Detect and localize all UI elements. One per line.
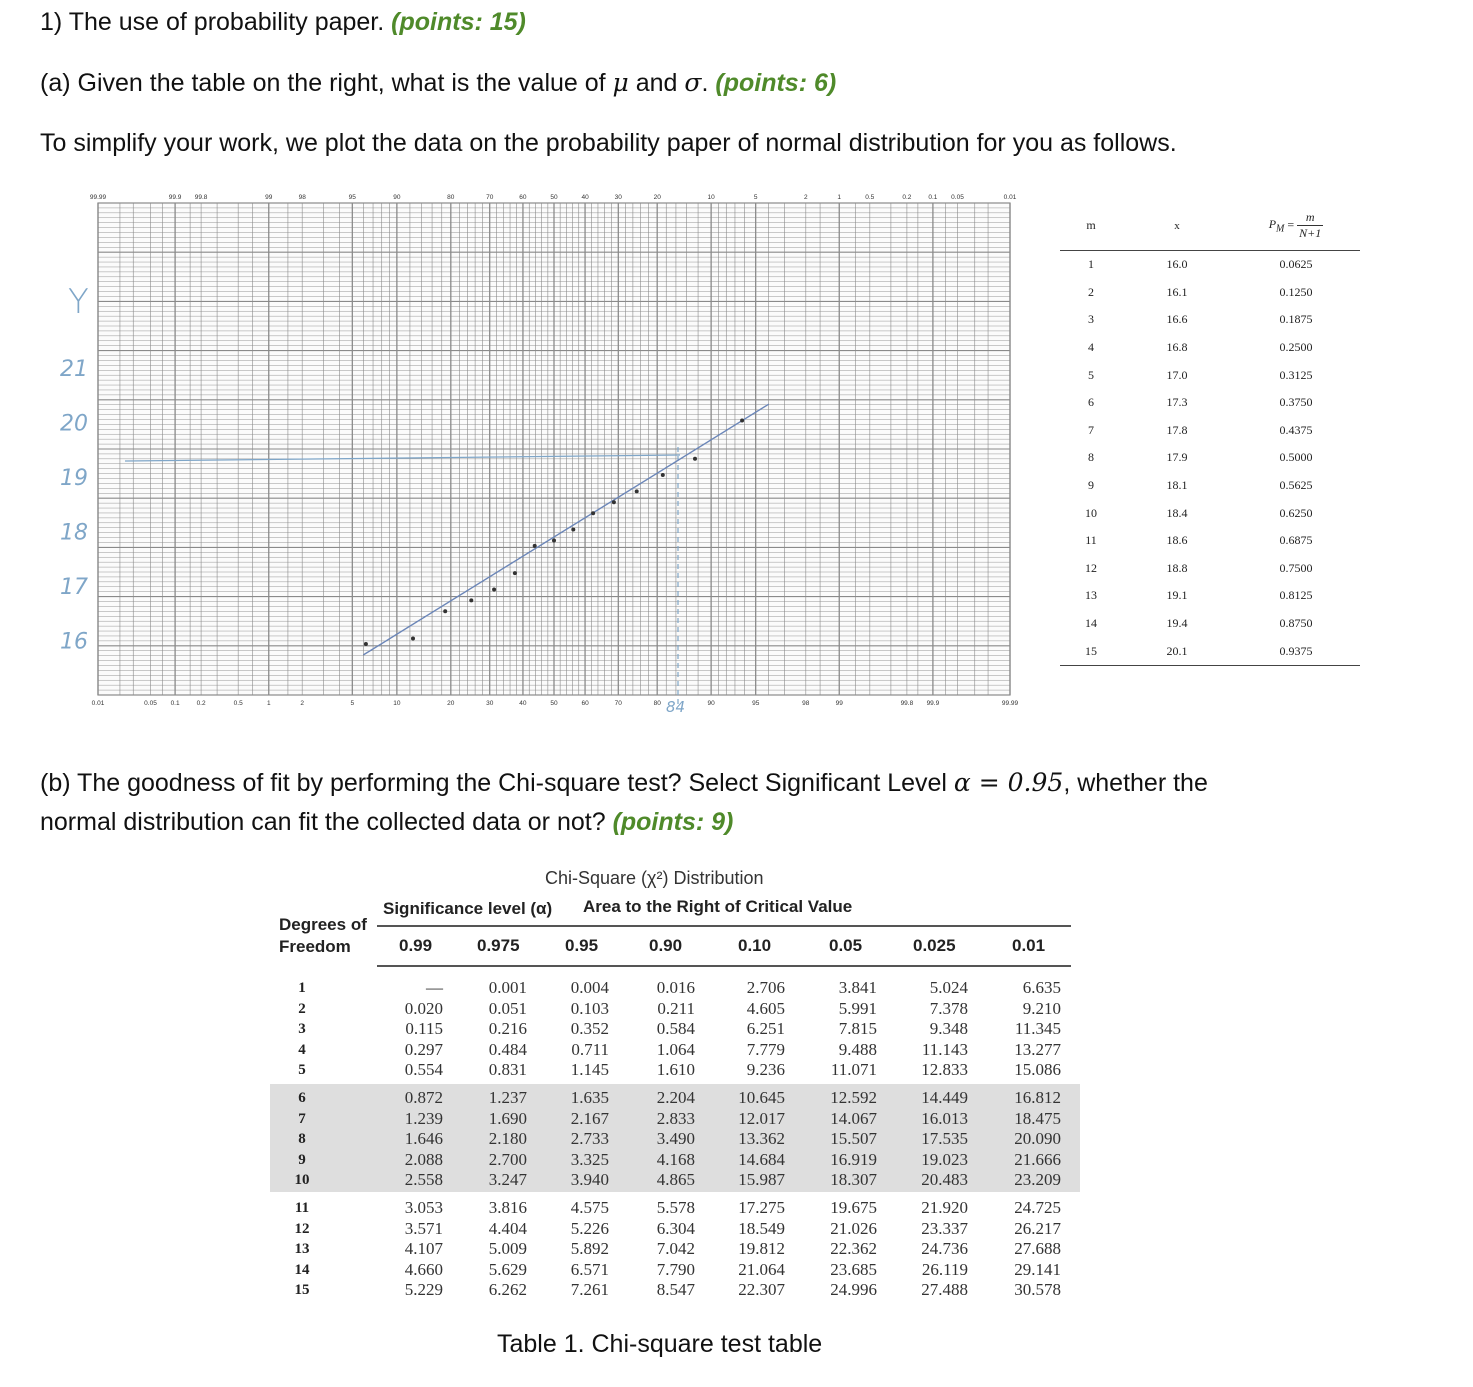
cell-x: 18.4: [1166, 505, 1188, 520]
simplify-text: To simplify your work, we plot the data on the probability paper of normal distribution for you as follows.: [40, 129, 1177, 157]
dof-value: 5: [298, 1062, 306, 1078]
cell-x: 19.4: [1166, 616, 1188, 631]
critical-value: 30.578: [1014, 1280, 1061, 1299]
critical-value: 23.209: [1014, 1170, 1061, 1189]
top-scale-label: 0.1: [928, 194, 938, 201]
bottom-scale-label: 0.01: [91, 700, 105, 707]
critical-value: 1.610: [656, 1060, 695, 1079]
critical-value: 1.145: [570, 1060, 609, 1079]
cell-p: 0.6250: [1279, 505, 1313, 520]
cell-x: 16.0: [1166, 257, 1188, 272]
data-point: [443, 609, 447, 613]
critical-value: 4.404: [488, 1218, 527, 1238]
area-label: Area to the Right of Critical Value: [583, 897, 853, 916]
critical-value: 0.554: [404, 1060, 443, 1079]
bottom-scale-label: 99.99: [1001, 700, 1019, 707]
critical-value: 14.449: [921, 1088, 968, 1107]
table-row: [1060, 334, 1360, 362]
critical-value: 0.020: [404, 998, 443, 1018]
significance-level-header: 0.99: [399, 936, 433, 955]
critical-value: 0.216: [488, 1019, 527, 1038]
probability-paper-plot: [50, 185, 1030, 720]
top-scale-label: 99: [265, 194, 273, 201]
cell-p: 0.1875: [1279, 312, 1313, 327]
bottom-scale-label: 40: [519, 700, 527, 707]
data-point: [693, 457, 697, 461]
critical-value: 2.833: [656, 1108, 695, 1128]
critical-value: 2.706: [746, 978, 785, 997]
table-row: [1060, 389, 1360, 417]
critical-value: 15.086: [1014, 1060, 1061, 1079]
significance-level-header: 0.975: [477, 936, 520, 955]
header-p: $P_M$ = $\frac{m}{N+1}$: [1232, 200, 1360, 251]
dof-value: 1: [298, 980, 306, 996]
bottom-scale-label: 1: [266, 700, 271, 707]
header-x: x: [1122, 200, 1232, 251]
critical-value: —: [426, 978, 443, 997]
critical-value: 22.362: [830, 1239, 877, 1258]
cell-p: 0.5000: [1279, 450, 1313, 465]
top-scale-label: 99.8: [194, 194, 208, 201]
question-title: 1) The use of probability paper. (points: 15): [40, 8, 526, 36]
cell-x: 16.6: [1166, 312, 1188, 327]
data-point: [469, 598, 473, 602]
dof-value: 4: [298, 1041, 306, 1058]
critical-value: 2.558: [404, 1170, 443, 1189]
cell-p: 0.4375: [1279, 422, 1313, 437]
y-axis-value-label: 17: [60, 575, 88, 600]
critical-value: 4.107: [404, 1239, 443, 1258]
critical-value: 1.635: [570, 1088, 609, 1107]
data-point: [552, 539, 556, 543]
cell-p: 0.3125: [1279, 367, 1313, 382]
table-row: [1060, 279, 1360, 307]
critical-value: 4.575: [570, 1198, 609, 1217]
top-scale-label: 80: [447, 194, 455, 201]
critical-value: 13.277: [1014, 1039, 1061, 1059]
critical-value: 26.119: [921, 1259, 968, 1279]
y-axis-letter: Y: [68, 282, 89, 322]
bottom-scale-label: 5: [350, 700, 355, 707]
points-badge: (points: 15): [391, 8, 526, 36]
critical-value: 27.688: [1014, 1239, 1061, 1258]
top-scale-label: 99.99: [89, 194, 107, 201]
critical-value: 3.816: [488, 1198, 527, 1217]
dof-value: 8: [298, 1131, 306, 1147]
top-scale-label: 0.01: [1003, 194, 1017, 201]
critical-value: 21.666: [1014, 1149, 1061, 1169]
cell-x: 17.3: [1166, 395, 1188, 410]
critical-value: 18.307: [830, 1170, 877, 1189]
chi-table-title: Chi-Square (χ²) Distribution: [545, 868, 764, 888]
top-scale-label: 0.05: [951, 194, 964, 201]
bottom-scale-label: 10: [393, 700, 401, 707]
top-scale-label: 10: [707, 194, 715, 201]
critical-value: 2.167: [570, 1108, 609, 1128]
significance-level-header: 0.05: [829, 936, 863, 955]
critical-value: 6.262: [488, 1280, 527, 1299]
critical-value: 5.229: [404, 1280, 443, 1299]
data-point: [513, 571, 517, 575]
cell-m: 9: [1088, 478, 1094, 493]
critical-value: 1.239: [404, 1108, 443, 1128]
critical-value: 6.304: [656, 1218, 695, 1238]
critical-value: 6.635: [1022, 978, 1061, 997]
critical-value: 5.009: [488, 1239, 527, 1258]
critical-value: 18.475: [1014, 1108, 1061, 1128]
critical-value: 3.247: [488, 1170, 527, 1189]
bottom-scale-label: 2: [300, 700, 305, 707]
top-scale-label: 0.2: [902, 194, 912, 201]
cell-m: 4: [1088, 340, 1094, 355]
top-scale-label: 98: [298, 194, 306, 201]
critical-value: 23.685: [830, 1259, 877, 1279]
part-b-question-line2: normal distribution can fit the collected data or not? (points: 9): [40, 808, 734, 836]
critical-value: 7.042: [656, 1239, 695, 1258]
critical-value: 3.053: [404, 1198, 443, 1217]
top-scale-label: 1: [837, 194, 842, 201]
dof-value: 6: [298, 1090, 306, 1106]
header-rule-top: [377, 925, 1071, 927]
top-scale-label: 2: [803, 194, 808, 201]
critical-value: 0.001: [488, 978, 527, 997]
critical-value: 14.684: [738, 1149, 785, 1169]
top-scale-label: 70: [486, 194, 494, 201]
critical-value: 3.325: [570, 1149, 609, 1169]
critical-value: 0.115: [405, 1019, 443, 1038]
cell-x: 16.8: [1166, 340, 1188, 355]
significance-level-header: 0.10: [738, 936, 772, 955]
critical-value: 9.488: [838, 1039, 877, 1059]
critical-value: 21.920: [921, 1198, 968, 1217]
critical-value: 3.841: [838, 978, 877, 997]
critical-value: 19.675: [830, 1198, 877, 1217]
bottom-scale-label: 0.1: [170, 700, 180, 707]
table-row: [1060, 472, 1360, 500]
cell-p: 0.9375: [1232, 637, 1360, 665]
bottom-scale-label: 0.05: [144, 700, 157, 707]
critical-value: 19.812: [738, 1239, 785, 1258]
data-point: [740, 419, 744, 423]
table-row: [1060, 499, 1360, 527]
critical-value: 6.251: [746, 1019, 785, 1038]
cell-m: 10: [1085, 505, 1097, 520]
cell-p: 0.7500: [1279, 560, 1313, 575]
bottom-scale-label: 99: [835, 700, 843, 707]
dof-value: 11: [294, 1200, 310, 1216]
cell-x: 18.1: [1166, 478, 1188, 493]
data-point: [571, 528, 575, 532]
part-a-question: (a) Given the table on the right, what is the value of μ and σ. (points: 6): [40, 68, 837, 97]
critical-value: 5.024: [929, 978, 968, 997]
y-axis-value-label: 19: [60, 466, 88, 491]
table-row: [1060, 361, 1360, 389]
critical-value: 12.833: [921, 1060, 968, 1079]
critical-value: 0.584: [656, 1019, 695, 1038]
critical-value: 9.236: [746, 1060, 785, 1079]
critical-value: 1.064: [656, 1039, 695, 1059]
significance-level-header: 0.95: [565, 936, 599, 955]
cell-x: 16.1: [1166, 284, 1188, 299]
critical-value: 2.204: [656, 1088, 695, 1107]
critical-value: 7.790: [656, 1259, 695, 1279]
top-scale-label: 30: [614, 194, 622, 201]
critical-value: 16.919: [830, 1149, 877, 1169]
critical-value: 23.337: [921, 1218, 968, 1238]
y-axis-value-label: 18: [60, 520, 88, 546]
cell-x: 18.6: [1166, 533, 1188, 548]
cell-x: 17.8: [1166, 422, 1188, 437]
top-scale-label: 50: [550, 194, 558, 201]
critical-value: 3.490: [656, 1129, 695, 1148]
cell-m: 5: [1088, 367, 1094, 382]
critical-value: 17.535: [921, 1129, 968, 1148]
critical-value: 14.067: [830, 1108, 877, 1128]
critical-value: 21.064: [738, 1259, 785, 1279]
cell-p: 0.8750: [1279, 616, 1313, 631]
critical-value: 5.629: [488, 1259, 527, 1279]
cell-m: 1: [1088, 257, 1094, 272]
top-scale-label: 90: [393, 194, 401, 201]
critical-value: 20.090: [1014, 1129, 1061, 1148]
cell-p: 0.1250: [1279, 284, 1313, 299]
critical-value: 4.865: [656, 1170, 695, 1189]
critical-value: 29.141: [1014, 1259, 1061, 1279]
data-point: [635, 489, 639, 493]
critical-value: 10.645: [738, 1088, 785, 1107]
critical-value: 11.071: [830, 1060, 877, 1079]
critical-value: 4.168: [656, 1149, 695, 1169]
critical-value: 16.812: [1014, 1088, 1061, 1107]
critical-value: 7.815: [838, 1019, 877, 1038]
table-row: [1060, 637, 1360, 665]
top-scale-label: 0.5: [865, 194, 875, 201]
critical-value: 9.348: [929, 1019, 968, 1038]
dof-value: 2: [298, 1000, 306, 1017]
critical-value: 0.484: [488, 1039, 527, 1059]
table-caption: Table 1. Chi-square test table: [497, 1330, 823, 1358]
dof-value: 3: [298, 1021, 306, 1037]
cell-p: 0.3750: [1279, 395, 1313, 410]
fraction: $\frac{m}{N+1}$: [1299, 209, 1322, 240]
critical-value: 15.987: [738, 1170, 785, 1189]
data-point: [533, 544, 537, 548]
cell-m: 15: [1060, 637, 1122, 665]
data-table-header: [1060, 200, 1360, 251]
cell-x: 18.8: [1166, 560, 1188, 575]
cell-m: 12: [1085, 560, 1097, 575]
bottom-scale-label: 20: [447, 700, 455, 707]
cell-m: 8: [1088, 450, 1094, 465]
critical-value: 7.779: [746, 1039, 785, 1059]
critical-value: 20.483: [921, 1170, 968, 1189]
bottom-scale-label: 90: [707, 700, 715, 707]
data-point: [661, 473, 665, 477]
bottom-scale-label: 50: [550, 700, 558, 707]
cell-x: 19.1: [1166, 588, 1188, 603]
top-scale-label: 40: [581, 194, 589, 201]
table-row: [1060, 251, 1360, 279]
critical-value: 11.345: [1014, 1019, 1061, 1038]
data-point: [364, 642, 368, 646]
data-point: [612, 500, 616, 504]
bottom-scale-label: 95: [752, 700, 760, 707]
cell-x: 17.9: [1166, 450, 1188, 465]
data-point: [492, 588, 496, 592]
critical-value: 7.261: [570, 1280, 609, 1299]
header-m: m: [1060, 200, 1122, 251]
table-row: [1060, 444, 1360, 472]
bottom-scale-label: 0.2: [196, 700, 206, 707]
critical-value: 4.605: [746, 998, 785, 1018]
bottom-scale-label: 30: [486, 700, 494, 707]
cell-x: 17.0: [1166, 367, 1188, 382]
critical-value: 0.211: [657, 998, 695, 1018]
dof-value: 9: [298, 1151, 306, 1168]
critical-value: 18.549: [738, 1218, 785, 1238]
cell-m: 6: [1088, 395, 1094, 410]
critical-value: 12.017: [738, 1108, 785, 1128]
table-row: [1060, 555, 1360, 583]
critical-value: 5.892: [570, 1239, 609, 1258]
dof-value: 14: [294, 1261, 310, 1278]
critical-value: 3.571: [404, 1218, 443, 1238]
critical-value: 2.733: [570, 1129, 609, 1148]
bottom-scale-label: 0.5: [233, 700, 243, 707]
part-b-question-line1: (b) The goodness of fit by performing the Chi-square test? Select Significant Level α = 0.95, whether the: [40, 768, 1208, 797]
dof-value: 13: [294, 1241, 310, 1257]
data-table: [1060, 200, 1360, 666]
critical-value: 0.711: [571, 1039, 609, 1059]
y-axis-value-label: 21: [60, 357, 88, 382]
top-scale-label: 60: [519, 194, 527, 201]
cell-m: 11: [1085, 533, 1097, 548]
points-badge: (points: 6): [715, 69, 837, 97]
critical-value: 5.991: [838, 998, 877, 1018]
critical-value: 5.578: [656, 1198, 695, 1217]
annotation-84: 84: [666, 698, 686, 716]
cell-p: 0.2500: [1279, 340, 1313, 355]
dof-value: 12: [294, 1220, 310, 1237]
bottom-scale-label: 99.8: [900, 700, 914, 707]
critical-value: 0.051: [488, 998, 527, 1018]
bottom-scale-label: 80: [653, 700, 661, 707]
bottom-scale-label: 98: [802, 700, 810, 707]
y-axis-value-label: 16: [60, 629, 88, 655]
critical-value: 2.088: [404, 1149, 443, 1169]
critical-value: 2.700: [488, 1149, 527, 1169]
critical-value: 24.725: [1014, 1198, 1061, 1217]
top-scale-label: 95: [348, 194, 356, 201]
dof-value: 10: [294, 1172, 310, 1188]
critical-value: 9.210: [1022, 998, 1061, 1018]
dof-label: Degrees of Freedom: [279, 915, 367, 956]
critical-value: 0.872: [404, 1088, 443, 1107]
critical-value: 0.103: [570, 998, 609, 1018]
significance-level-header: 0.01: [1012, 936, 1046, 955]
table-row: [1060, 306, 1360, 334]
critical-value: 13.362: [738, 1129, 785, 1148]
significance-level-header: 0.025: [913, 936, 956, 955]
top-scale-label: 99.9: [168, 194, 182, 201]
cell-x: 20.1: [1122, 637, 1232, 665]
critical-value: 2.180: [488, 1129, 527, 1148]
critical-value: 26.217: [1014, 1218, 1061, 1238]
points-badge: (points: 9): [612, 808, 734, 836]
cell-p: 0.0625: [1279, 257, 1313, 272]
critical-value: 1.237: [488, 1088, 527, 1107]
cell-p: 0.8125: [1279, 588, 1313, 603]
critical-value: 17.275: [738, 1198, 785, 1217]
table-row: [1060, 582, 1360, 610]
data-point: [591, 511, 595, 515]
chi-square-table: [265, 862, 1085, 1302]
critical-value: 4.660: [404, 1259, 443, 1279]
cell-m: 2: [1088, 284, 1094, 299]
table-row: [1060, 527, 1360, 555]
top-scale-label: 20: [653, 194, 661, 201]
dof-value: 15: [294, 1282, 310, 1298]
cell-p: 0.6875: [1279, 533, 1313, 548]
critical-value: 22.307: [738, 1280, 785, 1299]
critical-value: 1.690: [488, 1108, 527, 1128]
critical-value: 19.023: [921, 1149, 968, 1169]
cell-m: 7: [1088, 422, 1094, 437]
critical-value: 5.226: [570, 1218, 609, 1238]
table-row: [1060, 610, 1360, 638]
bottom-scale-label: 99.9: [926, 700, 940, 707]
critical-value: 11.143: [921, 1039, 968, 1059]
critical-value: 0.016: [656, 978, 695, 997]
critical-value: 24.996: [830, 1280, 877, 1299]
significance-level-header: 0.90: [649, 936, 683, 955]
critical-value: 24.736: [921, 1239, 968, 1258]
dof-value: 7: [298, 1110, 306, 1127]
significance-label: Significance level (α): [383, 899, 553, 918]
critical-value: 0.352: [570, 1019, 609, 1038]
critical-value: 1.646: [404, 1129, 443, 1148]
bottom-scale-label: 70: [614, 700, 622, 707]
critical-value: 7.378: [929, 998, 968, 1018]
critical-value: 15.507: [830, 1129, 877, 1148]
data-point: [411, 637, 415, 641]
cell-m: 14: [1085, 616, 1097, 631]
cell-m: 13: [1085, 588, 1097, 603]
critical-value: 0.831: [488, 1060, 527, 1079]
critical-value: 27.488: [921, 1280, 968, 1299]
cell-m: 3: [1088, 312, 1094, 327]
critical-value: 0.004: [570, 978, 609, 997]
bottom-scale-label: 60: [581, 700, 589, 707]
critical-value: 8.547: [656, 1280, 695, 1299]
header-rule-bottom: [377, 965, 1071, 967]
critical-value: 3.940: [570, 1170, 609, 1189]
critical-value: 12.592: [830, 1088, 877, 1107]
critical-value: 16.013: [921, 1108, 968, 1128]
top-scale-label: 5: [753, 194, 758, 201]
critical-value: 6.571: [570, 1259, 609, 1279]
critical-value: 0.297: [404, 1039, 443, 1059]
cell-p: 0.5625: [1279, 478, 1313, 493]
y-axis-value-label: 20: [60, 411, 88, 437]
table-row: [1060, 417, 1360, 445]
critical-value: 21.026: [830, 1218, 877, 1238]
